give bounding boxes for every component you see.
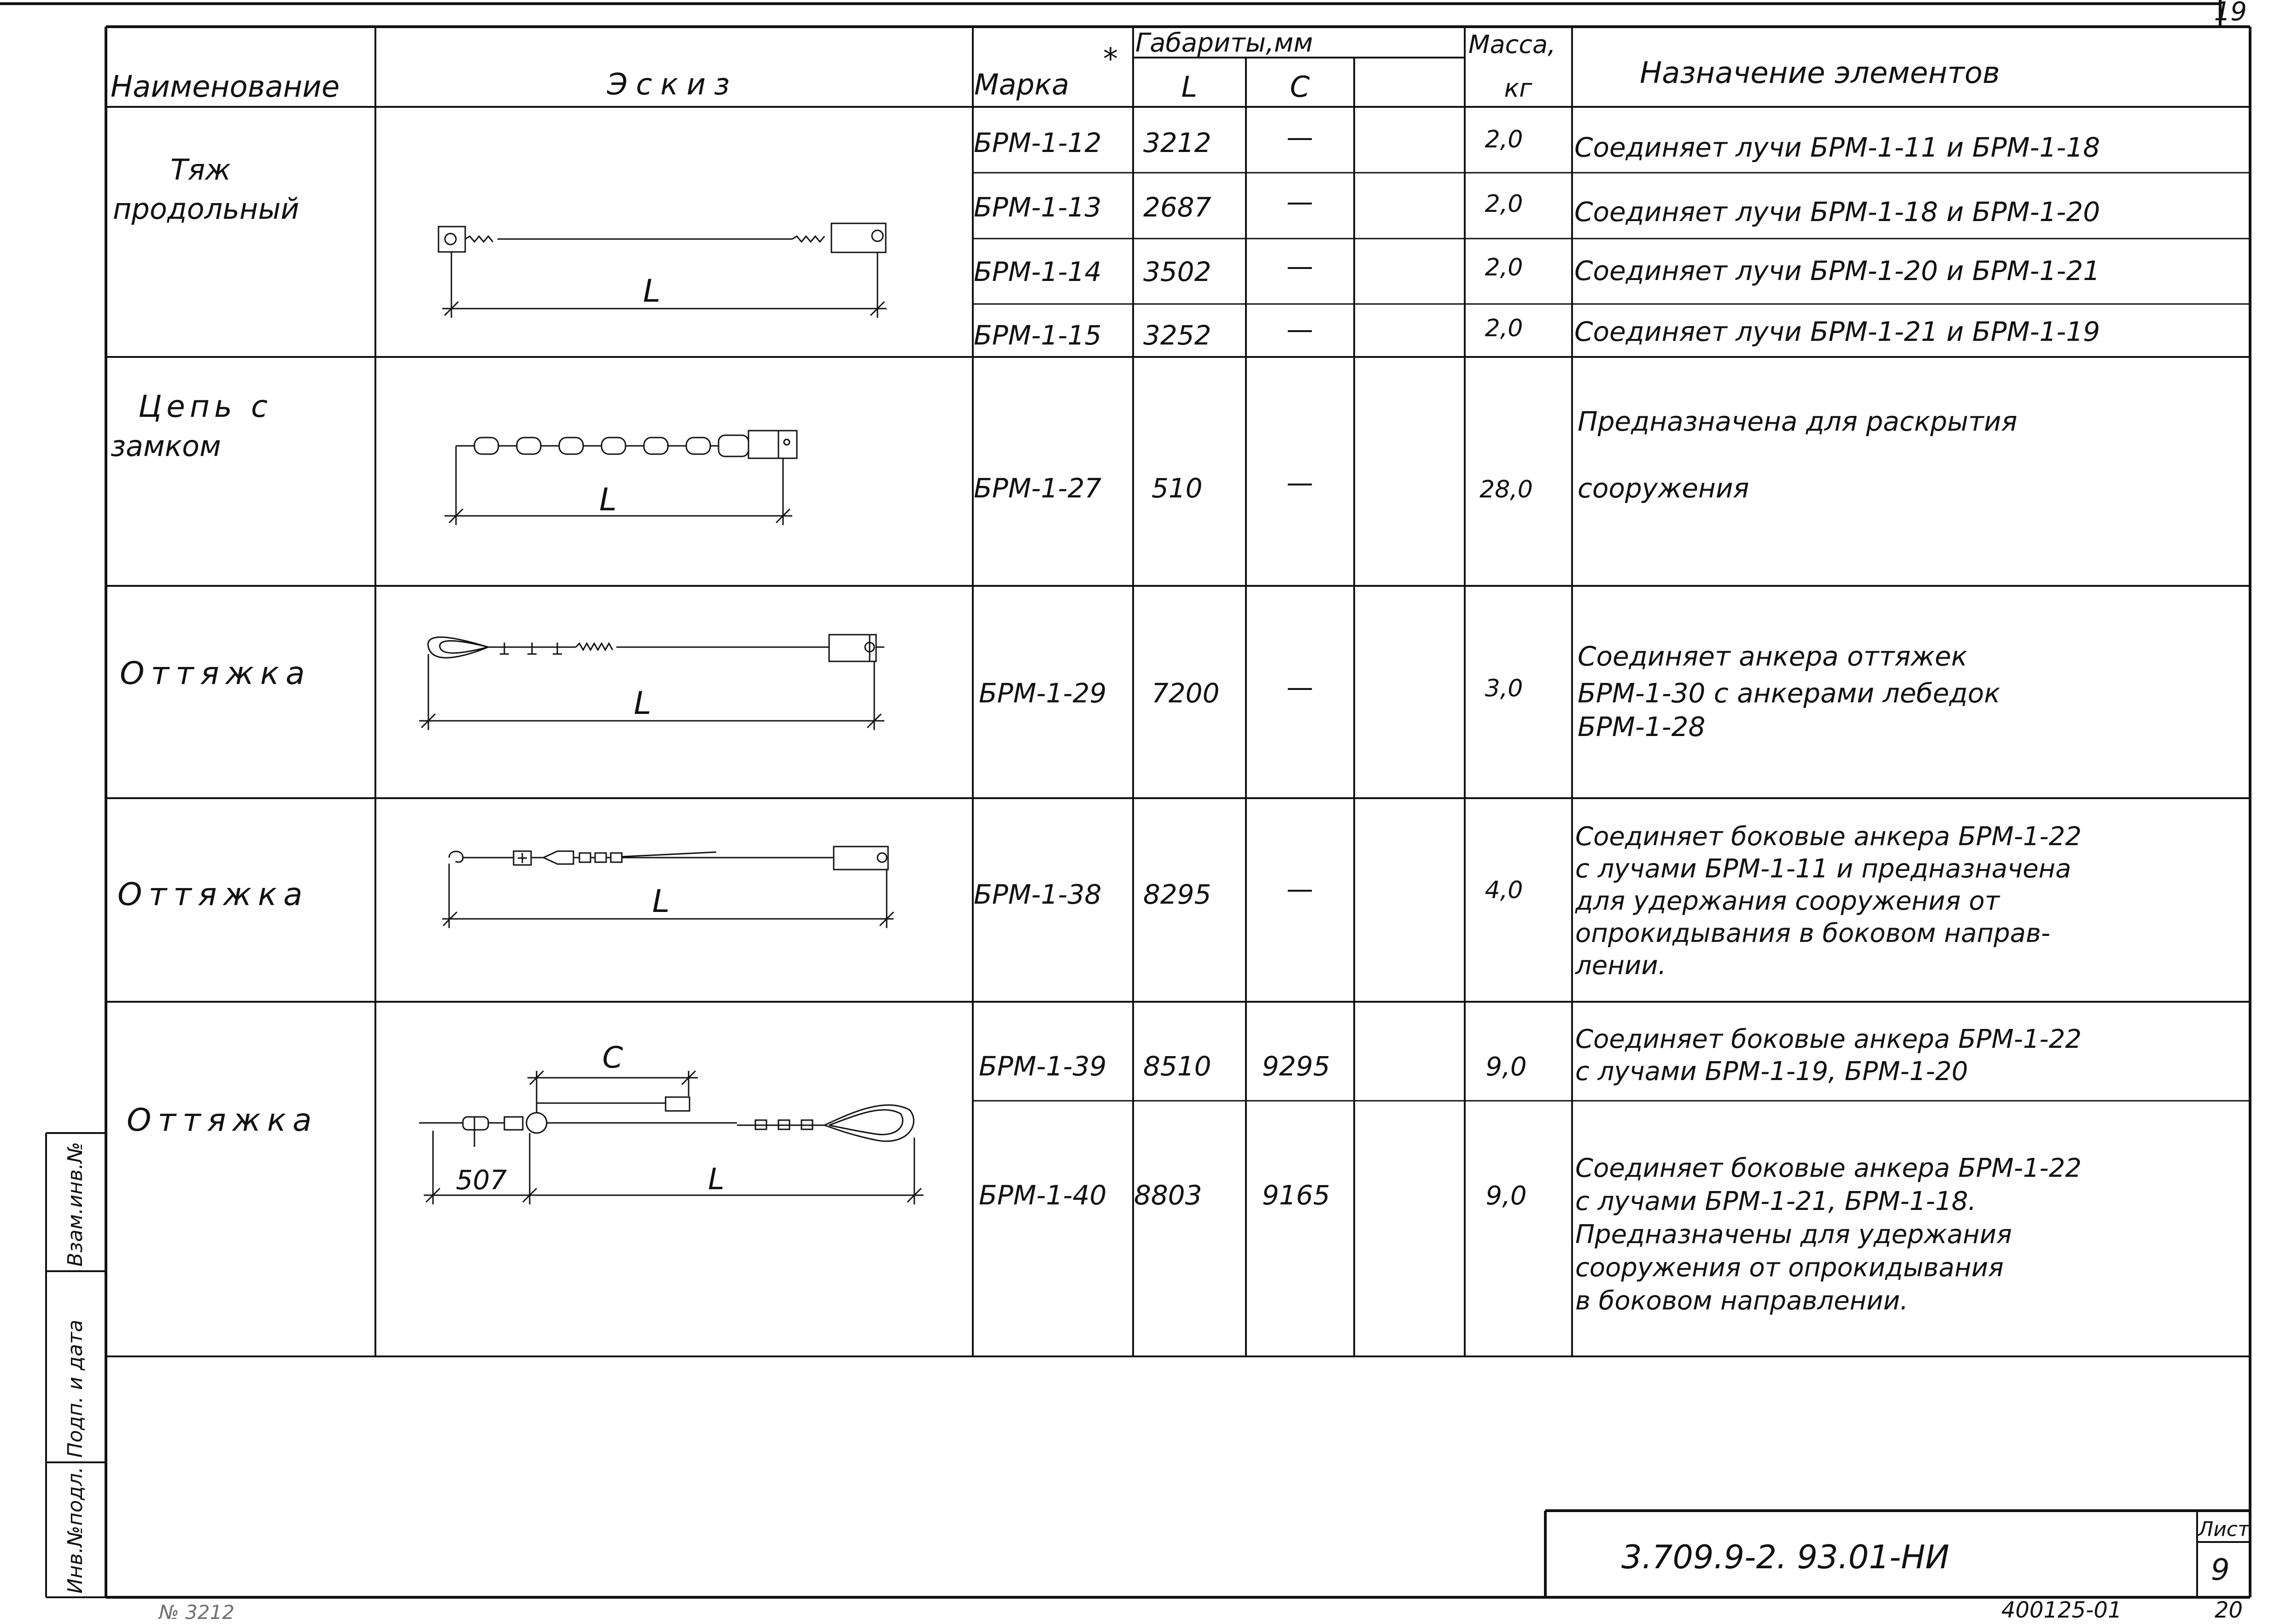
mark-cell: БРМ-1-29: [979, 678, 1107, 709]
sketch-label: L: [708, 1163, 725, 1197]
header-dimensions: Габариты,мм: [1135, 28, 1313, 58]
purpose-line: Предназначены для удержания: [1575, 1220, 2012, 1250]
purpose-line: опрокидывания в боковом направ-: [1575, 918, 2051, 948]
stamp-inventory-original: Инв.№подл.: [64, 1466, 87, 1594]
mark-cell: БРМ-1-39: [979, 1051, 1107, 1082]
purpose-line: Соединяет лучи БРМ-1-11 и БРМ-1-18: [1574, 132, 2100, 163]
table-row: [974, 122, 2100, 163]
sketch-chain-with-lock: [444, 431, 797, 525]
mass-cell: 9,0: [1485, 1181, 1527, 1211]
l-cell: 7200: [1152, 678, 1220, 709]
sketch-label: L: [599, 482, 617, 518]
corner-page-number: 19: [2214, 0, 2247, 27]
group-name-line: Оттяжка: [127, 1102, 318, 1139]
header-mass-unit: кг: [1504, 74, 1532, 103]
mass-cell: 28,0: [1479, 476, 1533, 503]
header-mark: Марка: [974, 68, 1070, 101]
sketch-label: L: [634, 685, 651, 722]
mark-cell: БРМ-1-12: [974, 127, 1102, 158]
table-row: [979, 1024, 2081, 1087]
header-mass: Масса,: [1468, 30, 1556, 59]
purpose-line: с лучами БРМ-1-21, БРМ-1-18.: [1575, 1186, 1976, 1216]
purpose-line: для удержания сооружения от: [1575, 886, 2000, 916]
c-cell: 9295: [1262, 1051, 1330, 1082]
sketch-label: L: [643, 273, 661, 310]
sketch-guy-wire-offset: [419, 1041, 924, 1204]
purpose-line: лении.: [1575, 951, 1666, 981]
c-cell: 9165: [1262, 1180, 1330, 1211]
sketch-guy-wire-hook: [442, 847, 894, 928]
mass-cell: 2,0: [1485, 254, 1523, 281]
l-cell: 8295: [1143, 879, 1211, 910]
mass-cell: 2,0: [1485, 190, 1523, 218]
c-cell: —: [1286, 314, 1313, 345]
group-name-line: Тяж: [170, 153, 231, 187]
table-row: [974, 251, 2100, 287]
purpose-line: с лучами БРМ-1-11 и предназначена: [1575, 854, 2071, 884]
c-cell: —: [1286, 467, 1313, 498]
stamp-replacing-inventory: Взам.инв.№: [64, 1142, 87, 1267]
header-purpose: Назначение элементов: [1640, 56, 2000, 90]
purpose-line: Соединяет лучи БРМ-1-18 и БРМ-1-20: [1574, 196, 2100, 228]
c-cell: —: [1286, 251, 1313, 282]
table-row: [979, 641, 2000, 742]
mark-cell: БРМ-1-14: [974, 256, 1102, 287]
c-cell: —: [1286, 122, 1313, 153]
l-cell: 510: [1152, 473, 1203, 504]
side-stamp: [64, 1142, 87, 1594]
l-cell: 8510: [1143, 1051, 1211, 1082]
table-row: [974, 822, 2081, 981]
mark-cell: БРМ-1-27: [974, 473, 1102, 504]
table-row: [974, 406, 2017, 504]
purpose-line: Соединяет лучи БРМ-1-21 и БРМ-1-19: [1574, 316, 2100, 347]
header-dim-l: L: [1181, 70, 1198, 104]
sketch-guy-wire-thimble: [419, 635, 884, 730]
mass-cell: 4,0: [1485, 876, 1523, 904]
table-row: [974, 314, 2100, 351]
sheet-label: Лист: [2198, 1518, 2250, 1541]
table-row: [974, 186, 2100, 228]
purpose-line: с лучами БРМ-1-19, БРМ-1-20: [1575, 1057, 1968, 1087]
purpose-line: Соединяет боковые анкера БРМ-1-22: [1575, 1024, 2082, 1054]
purpose-line: Предназначена для раскрытия: [1578, 406, 2017, 437]
mark-cell: БРМ-1-13: [974, 192, 1102, 223]
c-cell: —: [1286, 873, 1313, 905]
group-name-line: Оттяжка: [117, 876, 309, 913]
mark-cell: БРМ-1-40: [979, 1180, 1107, 1211]
mark-cell: БРМ-1-15: [974, 320, 1102, 351]
l-cell: 3502: [1143, 256, 1211, 287]
sketch-tie-rod: [438, 223, 887, 318]
group-name-line: Цепь с: [138, 389, 273, 424]
purpose-line: БРМ-1-30 с анкерами лебедок: [1578, 678, 2000, 709]
header-sketch: Эскиз: [607, 68, 738, 102]
footer-left-note: № 3212: [159, 1601, 234, 1624]
header-mark-asterisk: *: [1103, 42, 1118, 76]
purpose-line: сооружения от опрокидывания: [1575, 1253, 2004, 1283]
name-column: [111, 153, 318, 1139]
mass-cell: 3,0: [1485, 675, 1523, 702]
format-label: 20: [2215, 1597, 2243, 1623]
purpose-line: в боковом направлении.: [1575, 1286, 1908, 1316]
group-name-line: Оттяжка: [120, 655, 311, 692]
purpose-line: Соединяет лучи БРМ-1-20 и БРМ-1-21: [1574, 255, 2100, 286]
l-cell: 3212: [1143, 127, 1211, 158]
mark-cell: БРМ-1-38: [974, 879, 1102, 910]
c-cell: —: [1286, 672, 1313, 703]
sketch-label: L: [652, 883, 670, 920]
mass-cell: 9,0: [1485, 1052, 1527, 1082]
l-cell: 3252: [1143, 320, 1211, 351]
header-dim-c: C: [1290, 70, 1310, 104]
purpose-line: БРМ-1-28: [1578, 711, 1706, 742]
l-cell: 2687: [1143, 192, 1211, 223]
archive-number: 400125-01: [2001, 1597, 2122, 1623]
stamp-signature-date: Подп. и дата: [64, 1320, 87, 1458]
header-name: Наименование: [111, 70, 340, 104]
sheet-number: 9: [2211, 1553, 2230, 1587]
l-cell: 8803: [1134, 1180, 1202, 1211]
sketch-label: 507: [456, 1164, 507, 1196]
mass-cell: 2,0: [1485, 315, 1523, 342]
purpose-line: Соединяет боковые анкера БРМ-1-22: [1575, 822, 2082, 852]
mass-cell: 2,0: [1485, 126, 1523, 153]
group-name-line: продольный: [113, 192, 299, 226]
group-name-line: замком: [111, 429, 221, 463]
purpose-line: Соединяет анкера оттяжек: [1578, 641, 1968, 672]
c-cell: —: [1286, 186, 1313, 217]
sketch-label: C: [602, 1041, 623, 1075]
table-row: [979, 1153, 2081, 1316]
purpose-line: Соединяет боковые анкера БРМ-1-22: [1575, 1153, 2082, 1183]
document-designation: 3.709.9-2. 93.01-НИ: [1621, 1538, 1950, 1576]
purpose-line: сооружения: [1578, 473, 1749, 504]
